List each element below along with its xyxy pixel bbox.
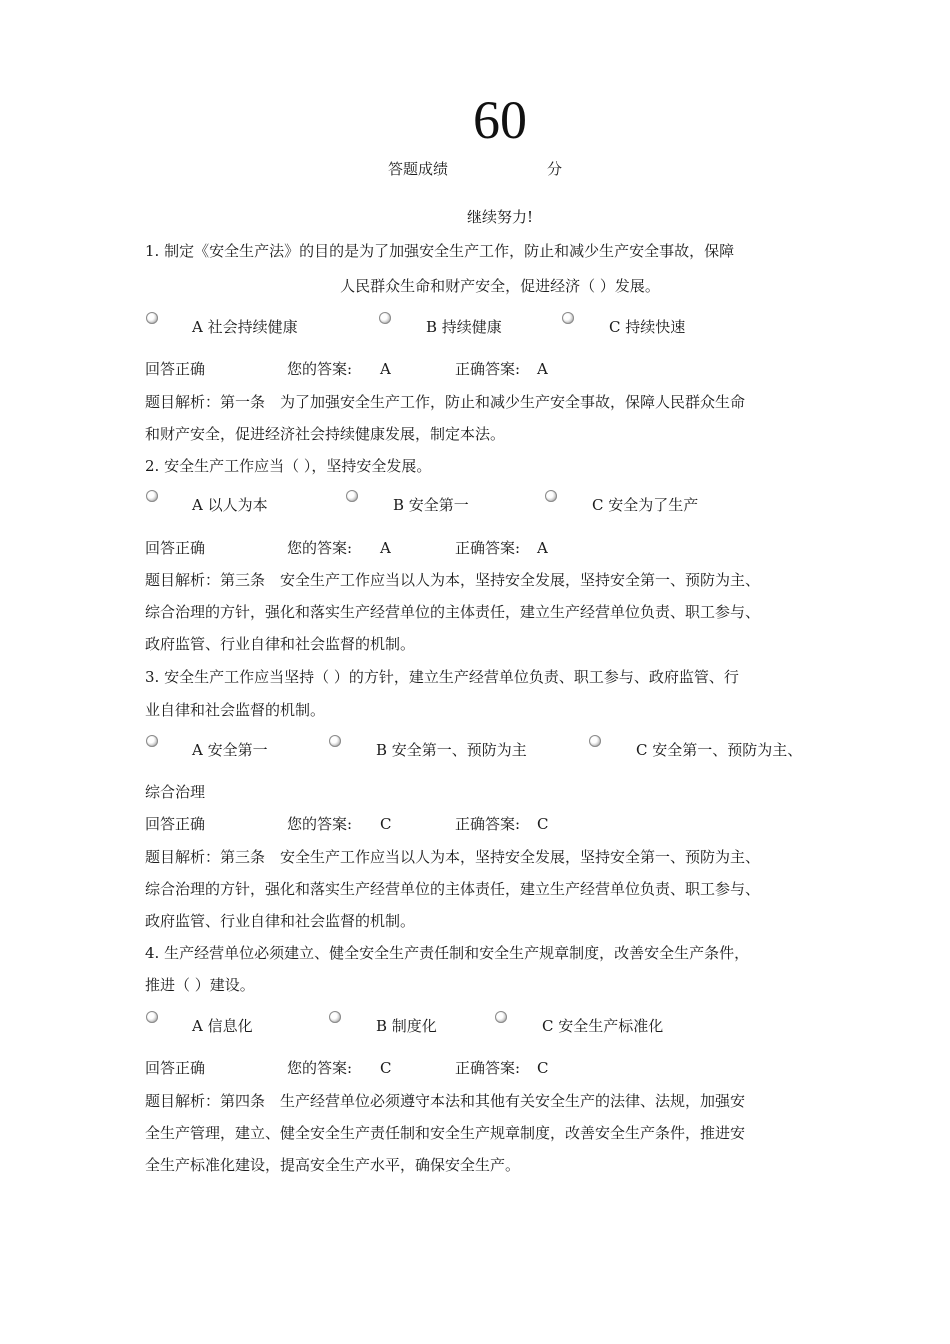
question-4-explanation-cont: 全生产管理，建立、健全安全生产责任制和安全生产规章制度，改善安全生产条件，推进安 <box>145 1124 746 1142</box>
question-1-status: 回答正确 <box>145 360 206 378</box>
question-3-explanation: 题目解析：第三条 安全生产工作应当以人为本，坚持安全发展，坚持安全第一、预防为主、 <box>145 848 761 866</box>
question-4-text: 4. 生产经营单位必须建立、健全安全生产责任制和安全生产规章制度，改善安全生产条件， <box>145 944 750 962</box>
question-4-correct-answer-label: 正确答案: <box>455 1059 521 1077</box>
question-1-option-c-label: C 持续快速 <box>609 318 686 336</box>
score-row <box>0 158 950 178</box>
question-4-option-c-radio[interactable] <box>495 1011 507 1023</box>
question-1-explanation-cont: 和财产安全，促进经济社会持续健康发展，制定本法。 <box>145 425 506 443</box>
question-3-text-cont: 业自律和社会监督的机制。 <box>145 701 326 719</box>
question-3-option-c-label: C 安全第一、预防为主、 <box>636 741 803 759</box>
question-4-option-b-label: B 制度化 <box>376 1017 437 1035</box>
score-unit: 分 <box>547 160 563 178</box>
score-value: 60 <box>473 90 527 150</box>
question-4-correct-answer: C <box>537 1059 549 1077</box>
question-1-your-answer: A <box>380 360 391 378</box>
question-3-correct-answer-label: 正确答案: <box>455 815 521 833</box>
score-label: 答题成绩 <box>388 160 449 178</box>
question-2-option-c-label: C 安全为了生产 <box>592 496 699 514</box>
question-4-text-cont: 推进（ ）建设。 <box>145 976 255 994</box>
question-1-explanation: 题目解析：第一条 为了加强安全生产工作，防止和减少生产安全事故，保障人民群众生命 <box>145 393 746 411</box>
question-3-explanation-cont: 综合治理的方针，强化和落实生产经营单位的主体责任，建立生产经营单位负责、职工参与、 <box>145 880 761 898</box>
question-2-text: 2. 安全生产工作应当（ ），坚持安全发展。 <box>145 457 432 475</box>
question-2-option-c-radio[interactable] <box>545 490 557 502</box>
question-1-your-answer-label: 您的答案: <box>287 360 353 378</box>
question-2-status: 回答正确 <box>145 539 206 557</box>
question-4-option-a-radio[interactable] <box>146 1011 158 1023</box>
encouragement-text: 继续努力! <box>466 208 534 226</box>
question-4-option-c-label: C 安全生产标准化 <box>542 1017 664 1035</box>
question-3-your-answer-label: 您的答案: <box>287 815 353 833</box>
question-1-correct-answer: A <box>537 360 548 378</box>
question-3-correct-answer: C <box>537 815 549 833</box>
question-1-text-cont: 人民群众生命和财产安全，促进经济（ ）发展。 <box>340 277 660 295</box>
question-3-option-b-label: B 安全第一、预防为主 <box>376 741 527 759</box>
question-3-text: 3. 安全生产工作应当坚持（ ）的方针，建立生产经营单位负责、职工参与、政府监管、行 <box>145 668 739 686</box>
question-4-explanation-cont2: 全生产标准化建设，提高安全生产水平，确保安全生产。 <box>145 1156 521 1174</box>
question-3-option-a-radio[interactable] <box>146 735 158 747</box>
question-2-option-b-label: B 安全第一 <box>393 496 469 514</box>
question-2-option-b-radio[interactable] <box>346 490 358 502</box>
question-3-option-b-radio[interactable] <box>329 735 341 747</box>
question-1-correct-answer-label: 正确答案: <box>455 360 521 378</box>
question-2-explanation: 题目解析：第三条 安全生产工作应当以人为本，坚持安全发展，坚持安全第一、预防为主、 <box>145 571 761 589</box>
question-3-option-c-radio[interactable] <box>589 735 601 747</box>
question-4-status: 回答正确 <box>145 1059 206 1077</box>
question-1-option-c-radio[interactable] <box>562 312 574 324</box>
question-3-explanation-cont2: 政府监管、行业自律和社会监督的机制。 <box>145 912 416 930</box>
question-2-option-a-label: A 以人为本 <box>192 496 268 514</box>
question-4-your-answer-label: 您的答案: <box>287 1059 353 1077</box>
question-4-option-a-label: A 信息化 <box>192 1017 253 1035</box>
question-3-your-answer: C <box>380 815 392 833</box>
question-2-explanation-cont2: 政府监管、行业自律和社会监督的机制。 <box>145 635 416 653</box>
question-3-status: 回答正确 <box>145 815 206 833</box>
question-2-correct-answer: A <box>537 539 548 557</box>
question-1-option-a-label: A 社会持续健康 <box>192 318 298 336</box>
question-3-option-a-label: A 安全第一 <box>192 741 268 759</box>
question-4-option-b-radio[interactable] <box>329 1011 341 1023</box>
question-3-option-c-label-cont: 综合治理 <box>145 783 206 801</box>
question-2-your-answer: A <box>380 539 391 557</box>
question-1-option-a-radio[interactable] <box>146 312 158 324</box>
question-4-your-answer: C <box>380 1059 392 1077</box>
question-1-option-b-radio[interactable] <box>379 312 391 324</box>
question-2-option-a-radio[interactable] <box>146 490 158 502</box>
question-2-explanation-cont: 综合治理的方针，强化和落实生产经营单位的主体责任，建立生产经营单位负责、职工参与、 <box>145 603 761 621</box>
question-1-option-b-label: B 持续健康 <box>426 318 502 336</box>
question-1-text: 1. 制定《安全生产法》的目的是为了加强安全生产工作，防止和减少生产安全事故，保障 <box>145 242 735 260</box>
question-4-explanation: 题目解析：第四条 生产经营单位必须遵守本法和其他有关安全生产的法律、法规，加强安 <box>145 1092 746 1110</box>
question-2-your-answer-label: 您的答案: <box>287 539 353 557</box>
question-2-correct-answer-label: 正确答案: <box>455 539 521 557</box>
